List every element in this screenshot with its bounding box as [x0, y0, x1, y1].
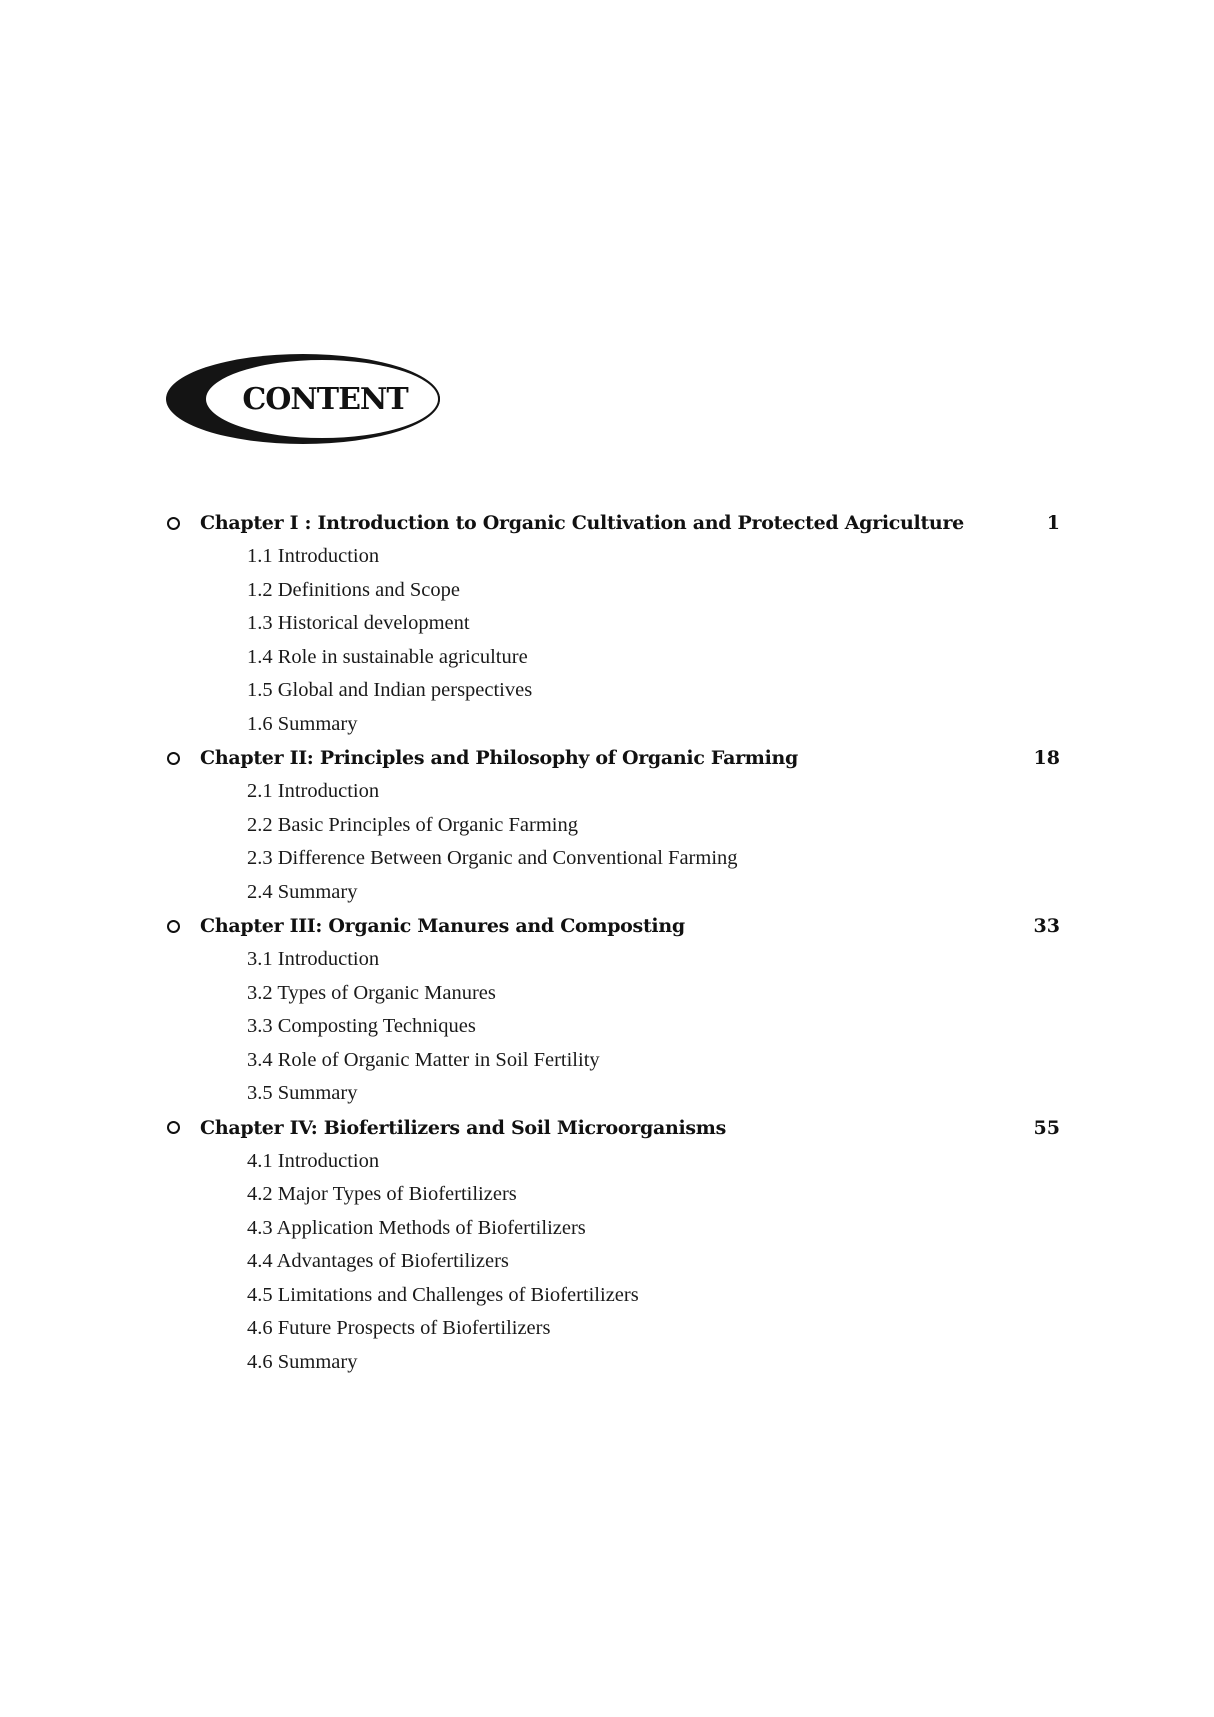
- chapter-page-number: 18: [1033, 747, 1060, 769]
- circle-bullet-icon: [167, 517, 180, 530]
- circle-bullet-icon: [167, 1121, 180, 1134]
- content-heading-badge: [164, 352, 442, 446]
- toc-chapter-1: [164, 506, 1060, 741]
- section-item[interactable]: 1.1 Introduction: [247, 545, 380, 568]
- section-item[interactable]: 4.6 Summary: [247, 1350, 358, 1373]
- chapter-page-number: 33: [1033, 915, 1060, 937]
- chapter-row[interactable]: [164, 741, 1060, 775]
- toc-chapter-2: [164, 741, 1060, 909]
- section-item[interactable]: 4.5 Limitations and Challenges of Biofertilizers: [247, 1283, 639, 1306]
- chapter-title: Chapter II: Principles and Philosophy of Organic Farming: [200, 747, 799, 769]
- table-of-contents: [164, 506, 1060, 1379]
- toc-chapter-4: [164, 1111, 1060, 1380]
- chapter-page-number: 1: [1046, 512, 1060, 534]
- chapter-title: Chapter IV: Biofertilizers and Soil Microorganisms: [200, 1116, 726, 1139]
- chapter-page-number: 55: [1033, 1116, 1060, 1139]
- section-item[interactable]: 2.3 Difference Between Organic and Conventional Farming: [247, 847, 738, 870]
- circle-bullet-icon: [167, 752, 180, 765]
- section-item[interactable]: 4.3 Application Methods of Biofertilizers: [247, 1216, 586, 1239]
- section-item[interactable]: 3.1 Introduction: [247, 948, 380, 971]
- circle-bullet-icon: [167, 920, 180, 933]
- section-item[interactable]: 2.1 Introduction: [247, 780, 380, 803]
- chapter-row[interactable]: [164, 1111, 1060, 1145]
- section-item[interactable]: 1.6 Summary: [247, 712, 358, 735]
- section-item[interactable]: 3.4 Role of Organic Matter in Soil Fertility: [247, 1048, 600, 1071]
- section-item[interactable]: 3.5 Summary: [247, 1082, 358, 1105]
- section-item[interactable]: 2.2 Basic Principles of Organic Farming: [247, 813, 578, 836]
- section-item[interactable]: 1.4 Role in sustainable agriculture: [247, 645, 528, 668]
- chapter-title: Chapter III: Organic Manures and Composting: [200, 915, 685, 937]
- section-item[interactable]: 4.1 Introduction: [247, 1149, 380, 1172]
- section-item[interactable]: 1.3 Historical development: [247, 612, 470, 635]
- chapter-row[interactable]: [164, 506, 1060, 540]
- toc-chapter-3: [164, 909, 1060, 1111]
- section-item[interactable]: 1.5 Global and Indian perspectives: [247, 679, 533, 702]
- section-item[interactable]: 4.4 Advantages of Biofertilizers: [247, 1250, 509, 1273]
- section-item[interactable]: 2.4 Summary: [247, 880, 358, 903]
- section-item[interactable]: 4.2 Major Types of Biofertilizers: [247, 1183, 517, 1206]
- chapter-title: Chapter I : Introduction to Organic Cultivation and Protected Agriculture: [200, 512, 964, 534]
- section-item[interactable]: 3.3 Composting Techniques: [247, 1015, 476, 1038]
- chapter-row[interactable]: [164, 909, 1060, 943]
- section-item[interactable]: 4.6 Future Prospects of Biofertilizers: [247, 1317, 551, 1340]
- section-item[interactable]: 1.2 Definitions and Scope: [247, 578, 460, 601]
- section-item[interactable]: 3.2 Types of Organic Manures: [247, 981, 496, 1004]
- page-title: CONTENT: [242, 381, 408, 417]
